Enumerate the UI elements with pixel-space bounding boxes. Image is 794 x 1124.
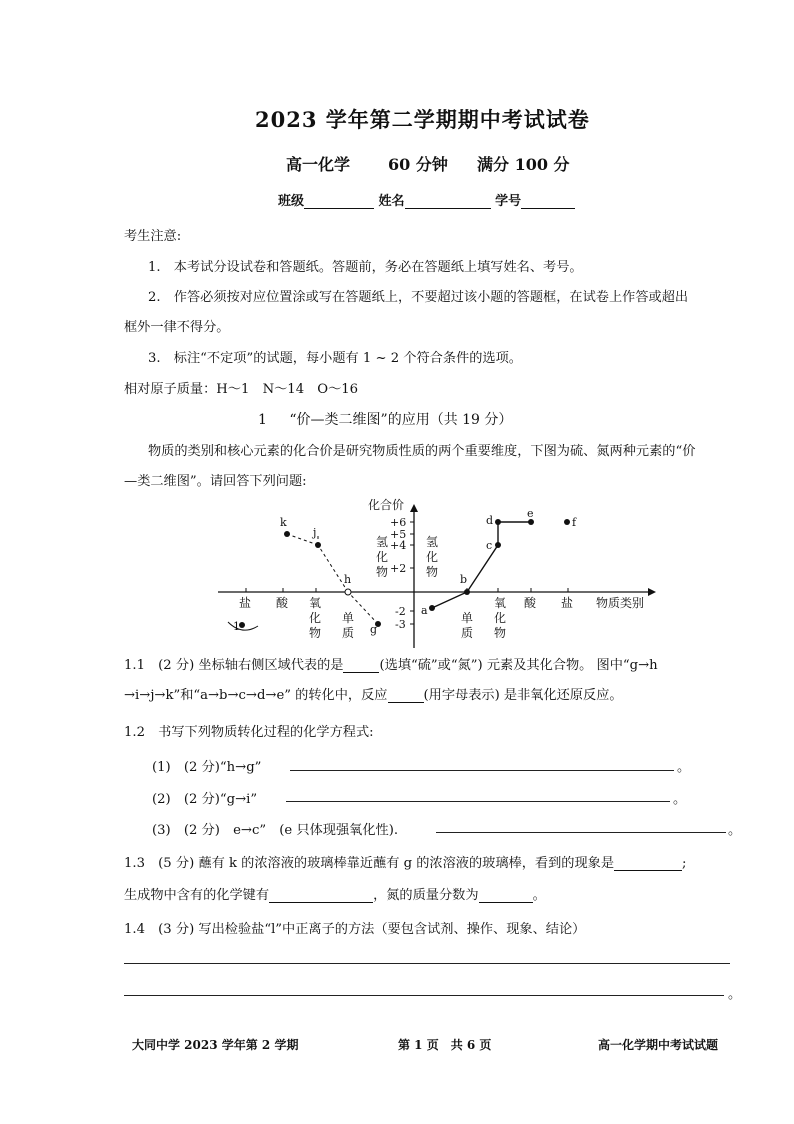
section-intro-line-2: —类二维图”。请回答下列问题: [124, 474, 307, 489]
question-1-1-line-2 [124, 684, 623, 703]
answer-blank-bonds[interactable] [269, 888, 373, 903]
svg-text:物: 物 [376, 565, 389, 579]
category-left-element [342, 611, 354, 640]
question-1-1-text-cont: (选填“硫”或“氮”) 元素及其化合物。 图中“g→h [379, 658, 658, 673]
svg-text:化: 化 [309, 611, 322, 625]
period-3: 。 [728, 823, 742, 838]
category-left-salt: 盐 [239, 596, 252, 610]
question-1-2-sub-2: (2) (2 分)“g→i” [152, 792, 258, 807]
tick-minus3: -3 [395, 618, 406, 631]
answer-line-1-4-2[interactable] [124, 995, 724, 996]
question-1-4-text: 1.4 (3 分) 写出检验盐“l”中正离子的方法（要包含试剂、操作、现象、结论） [124, 922, 586, 937]
notice-heading: 考生注意: [124, 229, 182, 244]
question-1-3-mass-label: ，氮的质量分数为 [373, 888, 479, 903]
label-e: e [527, 507, 534, 520]
answer-blank-mass[interactable] [479, 888, 533, 903]
question-1-3-text: 1.3 (5 分) 蘸有 k 的浓溶液的玻璃棒靠近蘸有 g 的浓溶液的玻璃棒，看到的现象是 [124, 856, 615, 871]
notice-item-1: 1. 本考试分设试卷和答题纸。答题前，务必在答题纸上填写姓名、考号。 [148, 260, 583, 275]
student-info-row [278, 190, 575, 209]
period-4: 。 [728, 987, 742, 1002]
tick-plus6: +6 [390, 516, 407, 529]
question-1-2-sub-3: (3) (2 分) e→c” (e 只体现强氧化性). [152, 823, 399, 838]
point-a [429, 605, 435, 611]
x-axis-label: 物质类别 [596, 596, 645, 610]
category-right-salt: 盐 [561, 596, 574, 610]
notice-item-3: 3. 标注“不定项”的试题，每小题有 1 ~ 2 个符合条件的选项。 [148, 351, 522, 366]
category-right-element [461, 611, 473, 640]
student-id-label: 学号 [495, 194, 522, 209]
y-axis-arrow [410, 504, 418, 512]
point-h [345, 589, 351, 595]
category-left-acid: 酸 [276, 596, 289, 610]
section-title: “价—类二维图”的应用（共 19 分） [289, 412, 513, 428]
answer-blank-reaction[interactable] [388, 688, 424, 703]
svg-text:质: 质 [461, 626, 474, 640]
question-1-1-text-2-cont: (用字母表示) 是非氧化还原反应。 [423, 688, 623, 703]
notice-item-2: 2. 作答必须按对应位置涂或写在答题纸上，不要超过该小题的答题框，在试卷上作答或超出 [148, 290, 689, 305]
subject-label: 高一化学 [286, 155, 351, 174]
question-1-2-sub-1: (1) (2 分)“h→g” [152, 760, 262, 775]
point-k [284, 531, 290, 537]
tick-plus2: +2 [390, 562, 407, 575]
section-1-heading [258, 409, 512, 429]
footer-exam: 高一化学期中考试试题 [598, 1038, 719, 1052]
label-d: d [486, 514, 494, 527]
category-left-oxide [309, 596, 321, 640]
duration-label: 60 分钟 [388, 155, 448, 174]
question-1-1-line-1 [124, 654, 658, 673]
question-1-3-line-1: 1.3 (5 分) 蘸有 k 的浓溶液的玻璃棒靠近蘸有 g 的浓溶液的玻璃棒，看到的现象是 ; [124, 856, 687, 871]
answer-blank-element[interactable] [343, 658, 379, 673]
student-id-field[interactable] [521, 194, 575, 209]
category-right-oxide [494, 596, 506, 640]
question-1-3-bond-label: 生成物中含有的化学键有 [124, 888, 270, 903]
atomic-mass-note: 相对原子质量：H～1 N～14 O～16 [124, 382, 359, 397]
svg-text:单: 单 [461, 611, 474, 625]
valence-class-diagram [200, 492, 660, 652]
section-number: 1 [258, 412, 267, 428]
svg-text:化: 化 [494, 611, 507, 625]
answer-line-1-2-1[interactable] [290, 770, 674, 771]
svg-text:氧: 氧 [309, 596, 322, 610]
score-label: 满分 100 分 [477, 155, 570, 174]
tick-plus5: +5 [390, 528, 407, 541]
category-right-acid: 酸 [524, 596, 537, 610]
point-f [564, 519, 570, 525]
question-1-2-heading: 1.2 书写下列物质转化过程的化学方程式: [124, 725, 374, 740]
question-1-3-line-2: 生成物中含有的化学键有 ，氮的质量分数为 。 [124, 888, 546, 903]
question-1-1-text: 1.1 (2 分) 坐标轴右侧区域代表的是 [124, 658, 344, 673]
path-a-to-e [432, 522, 531, 608]
answer-line-1-2-2[interactable] [286, 801, 670, 802]
footer-page: 第 1 页 共 6 页 [398, 1038, 492, 1052]
label-c: c [486, 539, 493, 552]
svg-text:氧: 氧 [494, 596, 507, 610]
svg-text:氢: 氢 [376, 535, 389, 549]
answer-line-1-2-3[interactable] [436, 832, 726, 833]
hydride-label-left [376, 535, 388, 579]
svg-text:单: 单 [342, 611, 355, 625]
label-k: k [280, 516, 287, 529]
tick-plus4: +4 [390, 539, 407, 552]
point-c [495, 542, 501, 548]
label-l: 1 [233, 620, 240, 633]
tick-minus2: -2 [395, 605, 406, 618]
label-j: j [313, 526, 317, 539]
name-field[interactable] [405, 194, 491, 209]
svg-text:氢: 氢 [426, 535, 439, 549]
label-a: a [421, 604, 428, 617]
label-f: f [572, 516, 577, 529]
svg-text:化: 化 [426, 550, 439, 564]
hydride-label-right [426, 535, 438, 579]
label-h: h [344, 573, 352, 586]
answer-line-1-4-1[interactable] [124, 963, 730, 964]
answer-blank-phenomenon[interactable] [614, 856, 682, 871]
notice-item-2-cont: 框外一律不得分。 [124, 320, 230, 335]
svg-text:物: 物 [309, 626, 322, 640]
svg-text:质: 质 [342, 626, 355, 640]
question-1-1-text-2: →i→j→k”和“a→b→c→d→e” 的转化中，反应 [124, 688, 388, 703]
point-d [495, 519, 501, 525]
label-b: b [460, 573, 468, 586]
period-1: 。 [677, 760, 691, 775]
period-2: 。 [673, 792, 687, 807]
page-title: 2023 学年第二学期期中考试试卷 [255, 107, 590, 132]
point-i [315, 542, 321, 548]
label-g: g [370, 623, 378, 636]
section-intro-line-1: 物质的类别和核心元素的化合价是研究物质性质的两个重要维度，下图为硫、氮两种元素的“价 [148, 444, 696, 459]
class-field[interactable] [304, 194, 374, 209]
footer-school: 大同中学 2023 学年第 2 学期 [132, 1038, 299, 1052]
class-label: 班级 [278, 194, 305, 209]
svg-text:物: 物 [494, 626, 507, 640]
svg-text:化: 化 [376, 550, 389, 564]
x-axis-arrow [648, 588, 656, 596]
name-label: 姓名 [378, 194, 405, 209]
y-axis-label: 化合价 [368, 498, 405, 512]
point-b [464, 589, 470, 595]
svg-text:物: 物 [426, 565, 439, 579]
